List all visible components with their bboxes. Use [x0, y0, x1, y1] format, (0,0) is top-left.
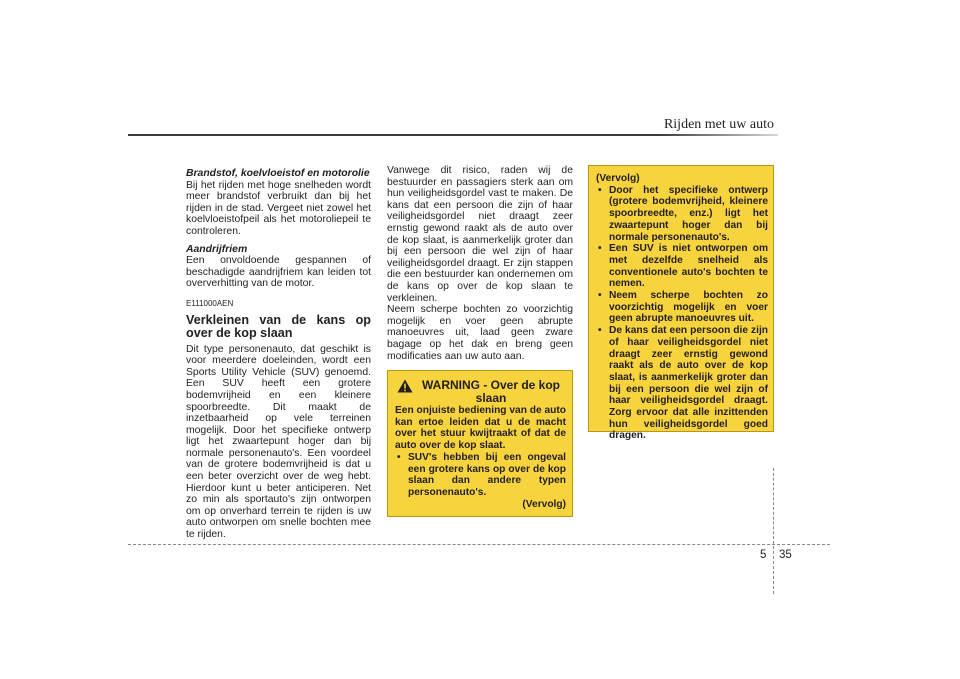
warning-box: [387, 370, 573, 517]
continued-bullet-list: [596, 185, 768, 442]
footer-rule: [128, 544, 830, 545]
warning-continued: (Vervolg): [522, 498, 566, 510]
page-header-title: Rijden met uw auto: [663, 117, 774, 132]
continued-bullet: • De kans dat een persoon die zijn of haar veiligheidsgordel niet draagt zeer ernstig gewond raakt als de auto over de kop slaat, is aanmerkelijk groter dan bij een persoon die wel zijn of haar veiligheidsgordel draagt. Zorg ervoor dat alle inzittenden hun veiligheidsgordel goed dragen.: [596, 325, 768, 442]
column-left: [186, 168, 371, 541]
warning-content: [395, 405, 566, 510]
header-rule-fade: [658, 134, 778, 136]
paragraph-risk: Vanwege dit risico, raden wij de bestuurder en passagiers sterk aan om hun veiligheidsgordel vast te maken. De kans dat een persoon die zijn of haar veiligheidsgordel niet draagt zeer ernstig gewond raakt als de auto over de kop slaat, is aanmerkelijk groter dan bij een persoon die wel zijn of haar veiligheidsgordel draagt. Er zijn stappen die een bestuurder kan ondernemen om de kans op over de kop slaan te verkleinen.: [387, 165, 573, 304]
paragraph-fuel: Bij het rijden met hoge snelheden wordt meer brandstof verbruikt dan bij het rijden in de stad. Vergeet niet zowel het koelvloeistofpeil als het motoroliepeil te controleren.: [186, 179, 371, 237]
footer-lower-divider: [773, 546, 774, 594]
section-heading: Verkleinen van de kans op over de kop slaan: [186, 312, 371, 340]
subheading-fuel: Brandstof, koelvloeistof en motorolie: [186, 168, 370, 179]
warning-title: WARNING - Over de kop slaan: [421, 378, 561, 405]
paragraph-advice: Neem scherpe bochten zo voorzichtig mogelijk en voer geen abrupte manoeuvres uit, laad geen zware bagage op het dak en breng geen modificaties aan uw auto aan.: [387, 304, 573, 362]
paragraph-suv: Dit type personenauto, dat geschikt is voor meerdere doeleinden, wordt een Sports Utility Vehicle (SUV) genoemd. Een SUV heeft een grotere bodemvrijheid en een kleinere spoorbreedte. Dit maakt de inzetbaarheid op vele terreinen mogelijk. Door het specifieke ontwerp ligt het zwaartepunt hoger dan bij normale personenauto's. Een voordeel van de grotere bodemvrijheid is dat u een beter overzicht over de weg hebt. Hierdoor kunt u beter anticiperen. Net zo min als sportauto's zijn ontworpen om op onverhard terrein te rijden is uw auto ontworpen om snelle bochten mee te rijden.: [186, 343, 371, 541]
warning-bullet: • SUV's hebben bij een ongeval een grotere kans op over de kop slaan dan andere typen personenauto's.: [395, 452, 566, 499]
continued-bullet: • Door het specifieke ontwerp (grotere bodemvrijheid, kleinere spoorbreedte, enz.) ligt het zwaartepunt hoger dan bij normale personenauto's.: [596, 185, 768, 244]
footer-upper-divider: [773, 468, 774, 544]
page-number: 35: [779, 549, 792, 561]
section-code: E111000AEN: [186, 298, 234, 308]
continued-bullet: • Een SUV is niet ontworpen om met dezelfde snelheid als conventionele auto's bochten te nemen.: [596, 243, 768, 290]
continued-content: [596, 173, 768, 442]
warning-intro: Een onjuiste bediening van de auto kan ertoe leiden dat u de macht over het stuur kwijtraakt of dat de auto over de kop slaat.: [395, 405, 566, 452]
warning-triangle-icon: [397, 379, 413, 393]
column-middle: [387, 165, 573, 362]
warning-bullet-list: [395, 452, 566, 499]
chapter-number: 5: [760, 549, 767, 561]
header-rule: [128, 134, 658, 136]
continued-bullet: • Neem scherpe bochten zo voorzichtig mogelijk en voer geen abrupte manoeuvres uit.: [596, 290, 768, 325]
paragraph-drive-belt: Een onvoldoende gespannen of beschadigde aandrijfriem kan leiden tot oververhitting van de motor.: [186, 255, 371, 290]
warning-continued-box: [588, 165, 774, 442]
subheading-drive-belt: Aandrijfriem: [186, 243, 248, 255]
continued-heading: (Vervolg): [596, 173, 640, 184]
